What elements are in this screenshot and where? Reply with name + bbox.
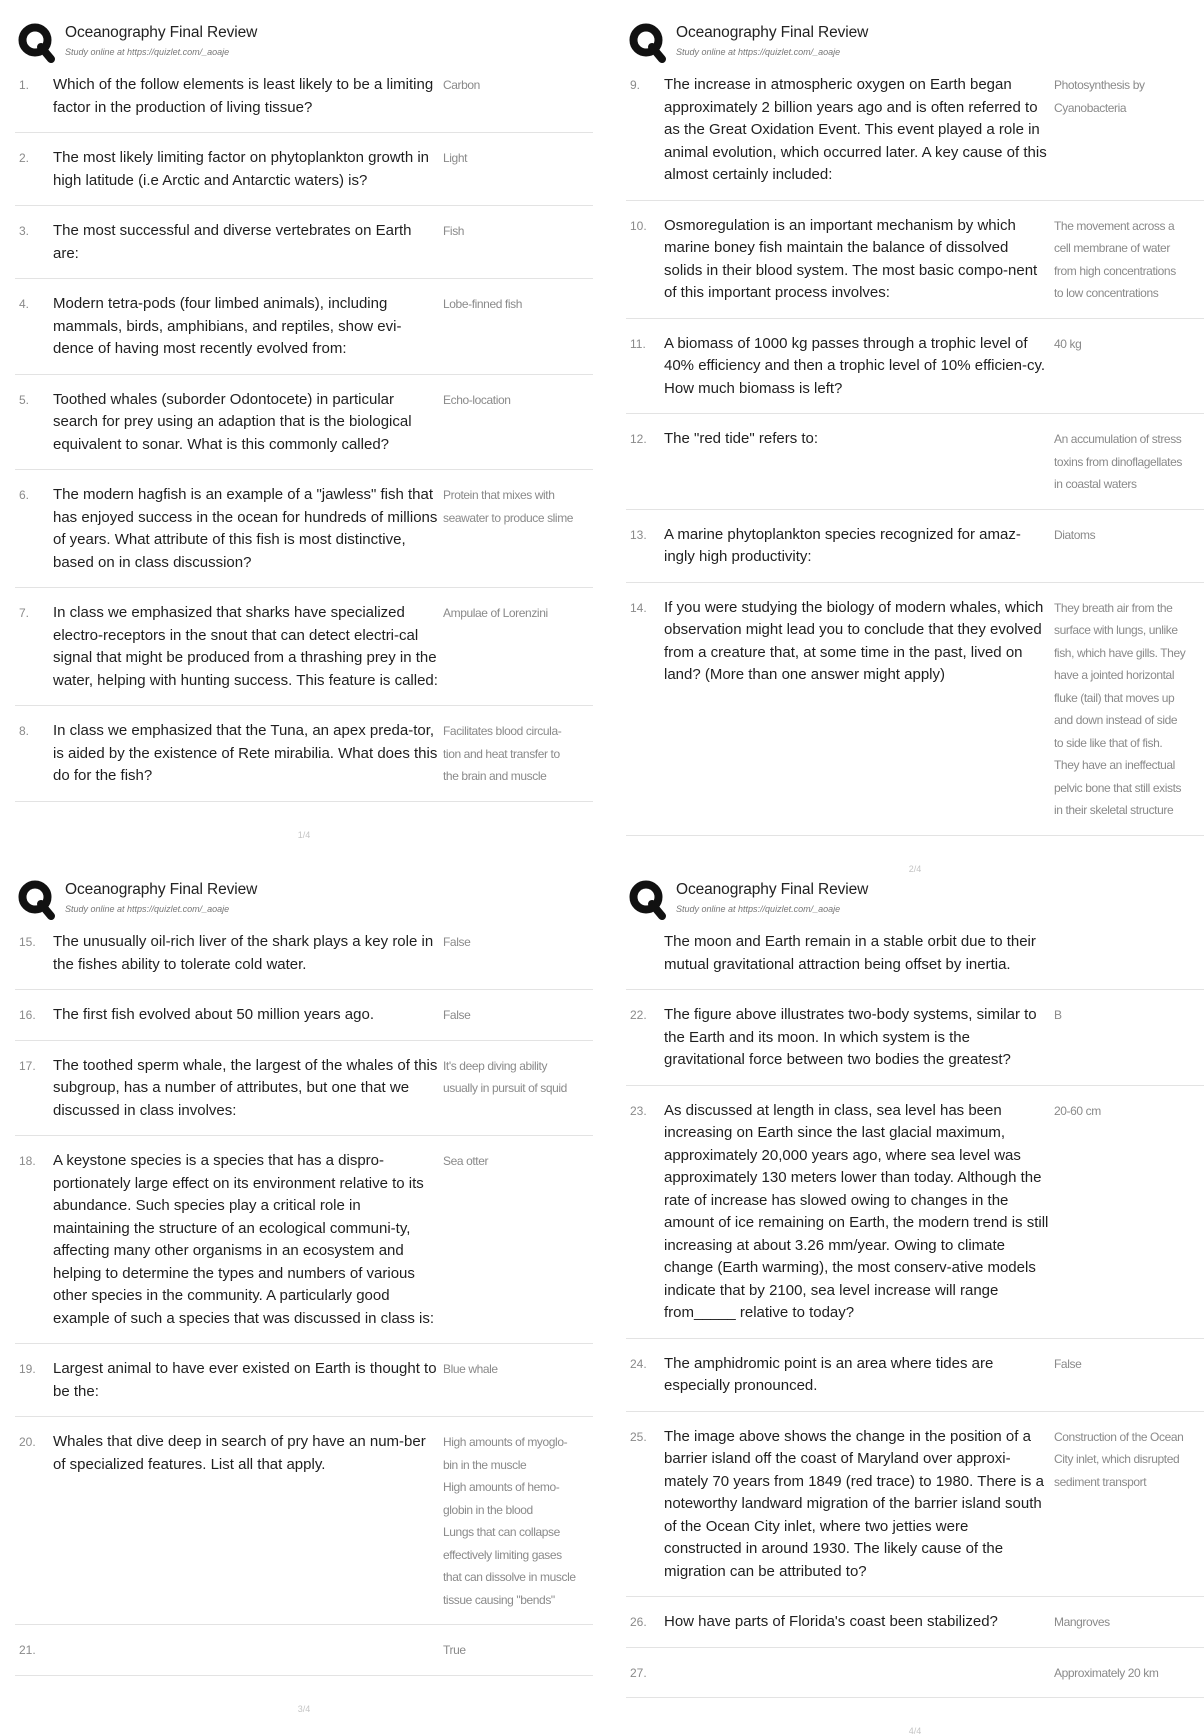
answer-line: Construction of the Ocean	[1054, 1429, 1184, 1444]
answer-line: Mangroves	[1054, 1615, 1110, 1629]
question-text: The amphidromic point is an area where tides are especially pronounced.	[664, 1354, 994, 1394]
question-number: 26.	[630, 1615, 647, 1629]
answer-text	[1049, 597, 1204, 822]
question-row	[626, 1000, 1204, 1086]
header-title: Oceanography Final Review	[65, 24, 258, 41]
answer-text	[438, 1358, 593, 1403]
answer-line: tissue causing "bends"	[443, 1592, 555, 1607]
question-text: The most successful and diverse vertebrates on Earth are:	[53, 222, 412, 262]
answer-text	[1049, 524, 1204, 569]
question-number: 14.	[630, 600, 647, 615]
question-text: Whales that dive deep in search of pry have an num-ber of specialized features. List all that apply.	[53, 1433, 426, 1473]
answer-line: effectively limiting gases	[443, 1547, 562, 1562]
question-text: A keystone species is a species that has a dispro-portionately large effect on its environment relative to its abundance. Such species play a critical role in maintaining the structure of an ecological communi-ty, affecting many other organisms in an ecosystem and helping to determine the types and numbers of various other species in the community. A particularly good example of such a species that was discussed in class is:	[53, 1152, 435, 1327]
answer-text	[438, 720, 593, 788]
question-row	[15, 1427, 593, 1625]
answer-text	[1049, 1611, 1204, 1634]
answer-line: Cyanobacteria	[1054, 100, 1127, 115]
question-row	[626, 1422, 1204, 1598]
header-subtitle: Study online at https://quizlet.com/_aoaje	[676, 47, 841, 57]
answer-line: True	[443, 1643, 466, 1657]
answer-line: Approximately 20 km	[1054, 1665, 1159, 1680]
question-row	[15, 1000, 593, 1041]
question-row	[626, 1096, 1204, 1339]
answer-text	[1049, 428, 1204, 496]
question-text: How have parts of Florida's coast been stabilized?	[664, 1613, 998, 1630]
question-text: As discussed at length in class, sea level has been increasing on Earth since the last glacial maximum, approximately 20,000 years ago, where sea level was approximately 130 meters lower than today. Although the rate of increase has slowed owing to changes in the amount of ice remaining on Earth, the modern trend is still increasing at about 3.26 mm/year. Owing to climate change (Earth warming), the most conserv-ative models indicate that by 2100, sea level increase will range from_____ relative to today?	[664, 1101, 1049, 1321]
question-number: 4.	[19, 297, 30, 311]
question-row	[15, 1354, 593, 1417]
question-text: In class we emphasized that the Tuna, an apex preda-tor, is aided by the existence of Rete mirabilia. What does this do for the fish?	[53, 722, 438, 784]
answer-line: that can dissolve in muscle	[443, 1570, 576, 1584]
answer-line: pelvic bone that still exists	[1054, 780, 1182, 795]
answer-line: Ampulae of Lorenzini	[443, 606, 548, 620]
answer-line: False	[1054, 1356, 1082, 1371]
question-number: 21.	[19, 1643, 36, 1657]
quizlet-logo-icon	[628, 22, 666, 62]
question-number: 9.	[630, 78, 641, 92]
answer-line: Carbon	[443, 78, 480, 92]
answer-line: They breath air from the	[1054, 600, 1173, 615]
question-row	[15, 927, 593, 990]
answer-line: tion and heat transfer to	[443, 746, 560, 761]
question-number: 5.	[19, 392, 30, 407]
question-row	[15, 385, 593, 471]
answer-line: sediment transport	[1054, 1474, 1147, 1489]
answer-line: have a jointed horizontal	[1054, 668, 1175, 682]
answer-text	[1049, 74, 1204, 187]
answer-line: High amounts of myoglo-	[443, 1435, 568, 1449]
question-text	[53, 1639, 438, 1662]
answer-line: City inlet, which disrupted	[1054, 1452, 1180, 1466]
answer-line: surface with lungs, unlike	[1054, 623, 1178, 637]
answer-line: Fish	[443, 224, 465, 238]
question-number: 2.	[19, 151, 30, 165]
question-text: The modern hagfish is an example of a "jawless" fish that has enjoyed success in the ocean for hundreds of millions of years. What attribute of this fish is most distinctive, based on in class discussion?	[53, 486, 438, 571]
answer-text	[438, 147, 593, 192]
answer-text	[1049, 333, 1204, 401]
question-number: 18.	[19, 1154, 36, 1168]
answer-text	[1049, 931, 1204, 976]
header-title: Oceanography Final Review	[676, 881, 869, 898]
question-number	[626, 931, 664, 976]
answer-line: from high concentrations	[1054, 263, 1176, 278]
answer-line: B	[1054, 1008, 1062, 1022]
answer-text	[438, 1150, 593, 1330]
answer-text	[438, 389, 593, 457]
question-text: The unusually oil-rich liver of the shark plays a key role in the fishes ability to tolerate cold water.	[53, 933, 434, 973]
quizlet-logo-icon	[628, 879, 666, 919]
answer-line: bin in the muscle	[443, 1457, 527, 1472]
answer-line: They have an ineffectual	[1054, 758, 1175, 772]
page-header	[626, 875, 1204, 923]
answer-line: to side like that of fish.	[1054, 735, 1163, 750]
question-number: 12.	[630, 432, 647, 446]
page-header	[626, 18, 1204, 66]
question-row	[15, 70, 593, 133]
answer-line: to low concentrations	[1054, 286, 1159, 300]
page-number: 4/4	[908, 1726, 922, 1736]
question-number: 7.	[19, 606, 30, 620]
question-text: The most likely limiting factor on phytoplankton growth in high latitude (i.e Arctic and Antarctic waters) is?	[53, 149, 430, 189]
answer-line: Sea otter	[443, 1154, 489, 1168]
answer-text	[438, 1431, 593, 1611]
question-row	[626, 329, 1204, 415]
answer-line: fish, which have gills. They	[1054, 645, 1186, 660]
question-text: Toothed whales (suborder Odontocete) in particular search for prey using an adaption that is the biological equivalent to sonar. What is this commonly called?	[53, 390, 412, 453]
answer-line: usually in pursuit of squid	[443, 1081, 567, 1095]
question-number: 6.	[19, 488, 30, 502]
question-text: The image above shows the change in the position of a barrier island off the coast of Maryland over approxi-mately 70 years from 1849 (red trace) to 1980. There is a noteworthy landward migration of the barrier island south of the Ocean City inlet, where two jetties were constructed in around 1930. The likely cause of the migration can be attributed to?	[664, 1427, 1044, 1580]
answer-text	[1049, 1662, 1204, 1685]
question-text: Largest animal to have ever existed on Earth is thought to be the:	[53, 1360, 437, 1400]
page-number: 3/4	[297, 1703, 311, 1714]
answer-line: Lungs that can collapse	[443, 1525, 560, 1539]
page-3	[15, 875, 593, 1714]
header-subtitle: Study online at https://quizlet.com/_aoaje	[65, 904, 230, 914]
answer-line: Light	[443, 151, 468, 165]
question-row	[15, 480, 593, 588]
answer-text	[438, 1004, 593, 1027]
quizlet-logo-icon	[17, 22, 55, 62]
answer-line: in their skeletal structure	[1054, 803, 1174, 817]
question-row	[626, 1607, 1204, 1648]
question-text: The increase in atmospheric oxygen on Earth began approximately 2 billion years ago and is often referred to as the Great Oxidation Event. This event played a role in animal evolution, which occurred later. A key cause of this almost certainly included:	[664, 76, 1047, 183]
answer-line: in coastal waters	[1054, 477, 1137, 491]
question-row	[15, 598, 593, 706]
page-1	[15, 18, 593, 840]
question-number: 13.	[630, 527, 647, 542]
question-number: 17.	[19, 1058, 36, 1073]
question-number: 19.	[19, 1362, 36, 1376]
page-2	[626, 18, 1204, 874]
answer-line: Echo-location	[443, 392, 511, 407]
answer-text	[438, 293, 593, 361]
question-number: 27.	[630, 1665, 647, 1680]
question-row	[626, 70, 1204, 201]
page-header	[15, 18, 593, 66]
answer-line: Photosynthesis by	[1054, 78, 1145, 92]
question-number: 23.	[630, 1103, 647, 1118]
question-row	[15, 1635, 593, 1676]
question-row	[15, 1051, 593, 1137]
answer-text	[438, 1639, 593, 1662]
answer-text	[1049, 215, 1204, 305]
question-row	[626, 927, 1204, 990]
answer-line: The movement across a	[1054, 218, 1175, 233]
question-number: 11.	[630, 336, 646, 351]
question-text: A marine phytoplankton species recognized for amaz-ingly high productivity:	[664, 525, 1021, 565]
answer-text	[438, 484, 593, 574]
question-number: 25.	[630, 1429, 647, 1444]
answer-text	[438, 602, 593, 692]
answer-line: High amounts of hemo-	[443, 1480, 560, 1494]
header-title: Oceanography Final Review	[676, 24, 869, 41]
question-number: 20.	[19, 1435, 36, 1449]
answer-text	[438, 1055, 593, 1123]
question-text: The figure above illustrates two-body systems, similar to the Earth and its moon. In which system is the gravitational force between two bodies the greatest?	[664, 1006, 1037, 1068]
answer-line: cell membrane of water	[1054, 241, 1170, 255]
question-number: 10.	[630, 218, 647, 233]
answer-line: Facilitates blood circula-	[443, 724, 562, 738]
question-row	[626, 424, 1204, 510]
question-row	[15, 716, 593, 802]
answer-line: Blue whale	[443, 1362, 498, 1376]
answer-text	[1049, 1353, 1204, 1398]
answer-line: and down instead of side	[1054, 713, 1178, 727]
answer-line: It's deep diving ability	[443, 1058, 548, 1073]
question-number: 1.	[19, 78, 30, 92]
answer-text	[438, 931, 593, 976]
question-text: Which of the follow elements is least likely to be a limiting factor in the production of living tissue?	[53, 76, 434, 116]
answer-line: fluke (tail) that moves up	[1054, 690, 1175, 705]
question-number: 3.	[19, 224, 30, 238]
question-text: A biomass of 1000 kg passes through a trophic level of 40% efficiency and then a trophic level of 10% efficien-cy. How much biomass is left?	[664, 334, 1046, 397]
answer-text	[438, 74, 593, 119]
page-number: 2/4	[908, 863, 922, 874]
answer-line: Protein that mixes with	[443, 488, 555, 502]
question-number: 24.	[630, 1356, 647, 1371]
question-text: In class we emphasized that sharks have specialized electro-receptors in the snout that can detect electri-cal signal that might be produced from a thrashing prey in the water, helping with hunting success. This feature is called:	[53, 604, 438, 689]
answer-text	[1049, 1426, 1204, 1584]
answer-line: Lobe-finned fish	[443, 297, 522, 311]
question-number: 22.	[630, 1008, 647, 1022]
question-row	[626, 1658, 1204, 1699]
page-4	[626, 875, 1204, 1736]
question-row	[626, 211, 1204, 319]
question-text: Osmoregulation is an important mechanism by which marine boney fish maintain the balance of dissolved solids in their blood system. The most basic compo-nent of this important process involves:	[664, 216, 1038, 301]
question-text: The first fish evolved about 50 million years ago.	[53, 1006, 374, 1023]
page-header	[15, 875, 593, 923]
question-text: The moon and Earth remain in a stable orbit due to their mutual gravitational attraction being offset by inertia.	[664, 933, 1036, 973]
answer-line: toxins from dinoflagellates	[1054, 454, 1182, 469]
question-text: The toothed sperm whale, the largest of the whales of this subgroup, has a number of attributes, but one that we discussed in class involves:	[53, 1056, 438, 1119]
answer-line: An accumulation of stress	[1054, 432, 1182, 446]
answer-text	[1049, 1100, 1204, 1325]
question-row	[626, 520, 1204, 583]
question-number: 8.	[19, 724, 30, 738]
question-row	[15, 143, 593, 206]
question-text: If you were studying the biology of modern whales, which observation might lead you to conclude that they evolved from a creature that, at some time in the past, lived on land? (More than one answer might apply)	[664, 598, 1044, 683]
page-number: 1/4	[297, 829, 311, 840]
question-text	[664, 1662, 1049, 1685]
answer-line: 40 kg	[1054, 336, 1082, 351]
answer-line: the brain and muscle	[443, 769, 547, 783]
question-number: 16.	[19, 1008, 36, 1022]
header-title: Oceanography Final Review	[65, 881, 258, 898]
answer-text	[1049, 1004, 1204, 1072]
answer-line: False	[443, 935, 471, 949]
question-row	[15, 216, 593, 279]
answer-line: globin in the blood	[443, 1502, 533, 1517]
answer-line: Diatoms	[1054, 527, 1096, 542]
header-subtitle: Study online at https://quizlet.com/_aoaje	[676, 904, 841, 914]
question-text: The "red tide" refers to:	[664, 430, 819, 447]
question-row	[15, 289, 593, 375]
question-number: 15.	[19, 935, 36, 949]
answer-line: seawater to produce slime	[443, 510, 574, 525]
question-row	[626, 1349, 1204, 1412]
question-text: Modern tetra-pods (four limbed animals), including mammals, birds, amphibians, and reptiles, show evi-dence of having most recently evolved from:	[53, 295, 402, 357]
answer-line: 20-60 cm	[1054, 1103, 1101, 1118]
quizlet-logo-icon	[17, 879, 55, 919]
answer-line: False	[443, 1008, 471, 1022]
question-row	[626, 593, 1204, 836]
answer-text	[438, 220, 593, 265]
header-subtitle: Study online at https://quizlet.com/_aoaje	[65, 47, 230, 57]
question-row	[15, 1146, 593, 1344]
